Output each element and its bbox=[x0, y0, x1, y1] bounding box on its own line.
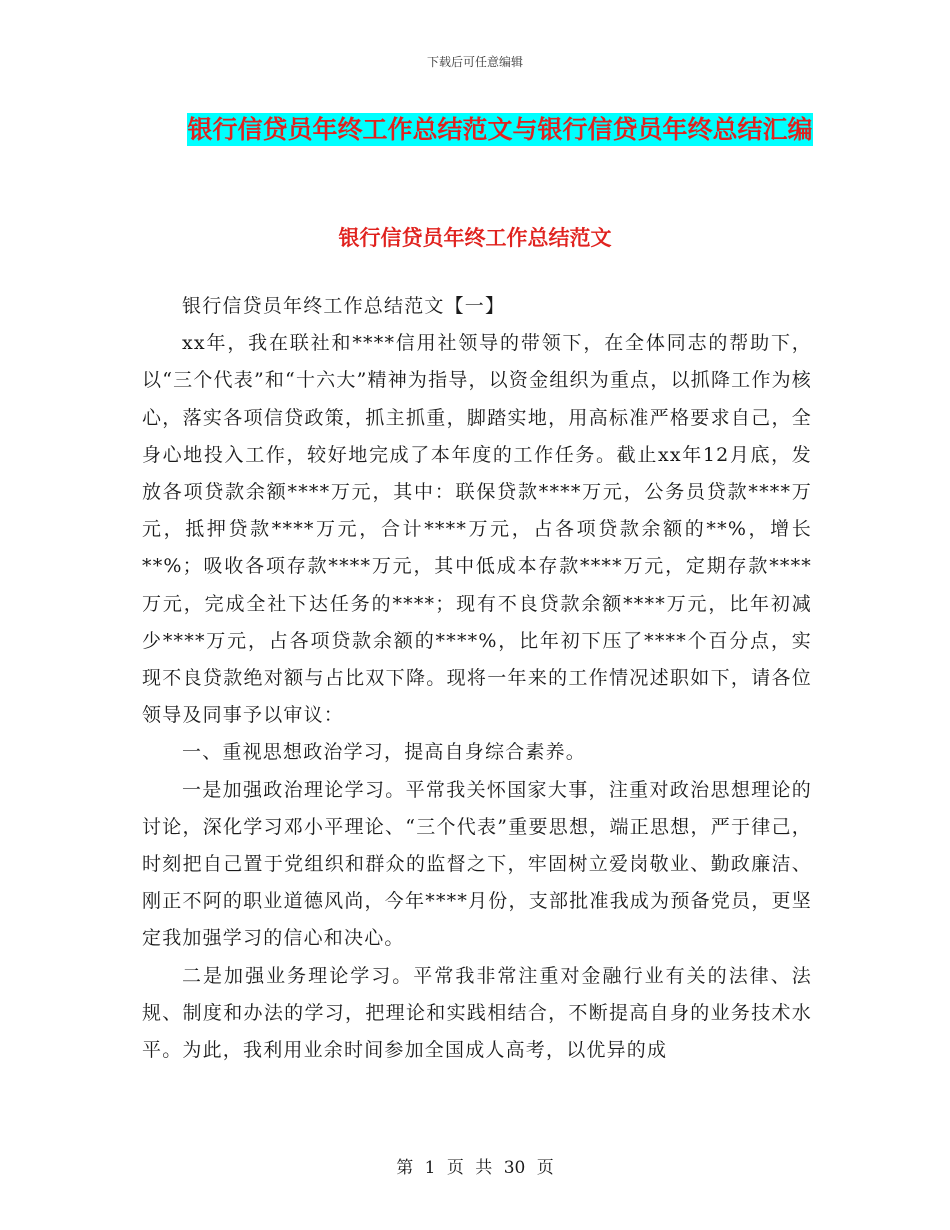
paragraph: 一是加强政治理论学习。平常我关怀国家大事，注重对政治思想理论的讨论，深化学习邓小平理论、“三个代表”重要思想，端正思想，严于律己，时刻把自己置于党组织和群众的监督之下，牢固树立爱岗敬业、勤政廉洁、刚正不阿的职业道德风尚，今年****月份，支部批准我成为预备党员，更坚定我加强学习的信心和决心。 bbox=[142, 778, 812, 950]
section-title: 银行信贷员年终工作总结范文 bbox=[338, 226, 612, 250]
header-note: 下载后可任意编辑 bbox=[426, 55, 523, 69]
document-title-text: 银行信贷员年终工作总结范文与银行信贷员年终总结汇编 bbox=[187, 115, 813, 144]
paragraph-heading: 一、重视思想政治学习，提高自身综合素养。 bbox=[182, 741, 587, 764]
paragraph: xx年，我在联社和****信用社领导的带领下，在全体同志的帮助下，以“三个代表”和“十六大”精神为指导，以资金组织为重点，以抓降工作为核心，落实各项信贷政策，抓主抓重，脚踏实地，用高标准严格要求自己，全身心地投入工作，较好地完成了本年度的工作任务。截止xx年12月底，发放各项贷款余额****万元，其中：联保贷款****万元，公务员贷款****万元，抵押贷款****万元，合计****万元，占各项贷款余额的**%，增长**%；吸收各项存款****万元，其中低成本存款****万元，定期存款****万元，完成全社下达任务的****；现有不良贷款余额****万元，比年初减少****万元，占各项贷款余额的****%，比年初下压了****个百分点，实现不良贷款绝对额与占比双下降。现将一年来的工作情况述职如下，请各位领导及同事予以审议： bbox=[142, 332, 812, 727]
paragraph-subtitle: 银行信贷员年终工作总结范文【一】 bbox=[182, 295, 506, 317]
document-title bbox=[140, 108, 860, 152]
paragraph: 二是加强业务理论学习。平常我非常注重对金融行业有关的法律、法规、制度和办法的学习，把理论和实践相结合，不断提高自身的业务技术水平。为此，我利用业余时间参加全国成人高考，以优异的成 bbox=[142, 964, 812, 1062]
document-body bbox=[142, 288, 812, 1069]
page-indicator: 第 1 页 共 30 页 bbox=[396, 1158, 554, 1178]
